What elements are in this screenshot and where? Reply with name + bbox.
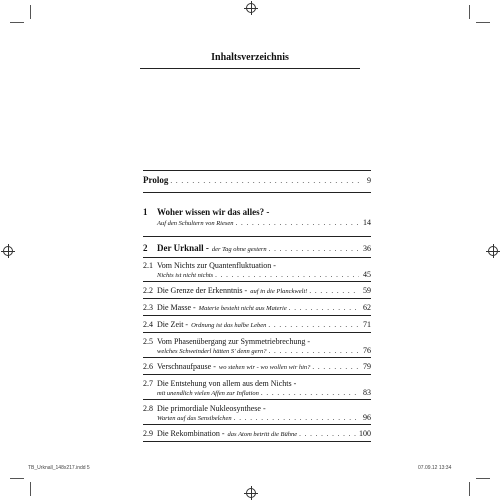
toc-section-number: 2.5: [143, 337, 153, 346]
toc-entry-subtitle: welches Schweinderl hätten S' denn gern?: [157, 348, 267, 355]
toc-entry-title: Die Grenze der Erkenntnis -: [157, 286, 248, 295]
toc-entry-title: Die Rekombination -: [157, 429, 225, 438]
toc-divider: [143, 257, 371, 258]
crop-mark: [30, 482, 31, 496]
toc-divider: [143, 357, 371, 358]
toc-section-2-6[interactable]: [143, 362, 371, 371]
toc-entry-title: Die Entstehung von allem aus dem Nichts -: [157, 379, 297, 388]
toc-page-number: 83: [363, 388, 371, 397]
toc-page-number: 9: [367, 176, 371, 185]
header-divider: [140, 68, 360, 69]
crop-mark: [10, 22, 24, 23]
toc-entry-subtitle: das Atom betritt die Bühne: [227, 431, 298, 438]
toc-divider: [143, 332, 371, 333]
toc-page-number: 59: [363, 286, 371, 295]
toc-entry-subtitle: Auf den Schultern von Riesen: [157, 220, 234, 227]
slug-file: TB_Urknall_148x217.indd 5: [28, 465, 90, 471]
toc-chapter-1[interactable]: [143, 207, 371, 217]
toc-leader-dots: [234, 414, 359, 422]
toc-section-2-4[interactable]: [143, 320, 371, 329]
toc-chapter-1-sub: [143, 218, 371, 227]
toc-leader-dots: [312, 363, 359, 371]
crop-mark: [30, 5, 31, 19]
toc-divider: [143, 399, 371, 400]
toc-chapter-number: 1: [143, 207, 148, 217]
toc-divider: [143, 315, 371, 316]
toc-entry-title: Die primordiale Nukleosynthese -: [157, 404, 266, 413]
slug-date: 07.09.12 13:34: [418, 465, 452, 471]
crop-mark: [469, 482, 470, 496]
toc-page-number: 71: [363, 320, 371, 329]
toc-section-2-8[interactable]: [143, 404, 371, 413]
toc-leader-dots: [268, 321, 359, 329]
toc-page-number: 36: [363, 244, 371, 253]
toc-section-number: 2.6: [143, 362, 153, 371]
toc-section-2-7-sub: [143, 388, 371, 397]
toc-divider: [143, 236, 371, 237]
crop-mark: [476, 478, 490, 479]
toc-section-number: 2.7: [143, 379, 153, 388]
registration-mark-top-icon: [246, 3, 256, 13]
toc-entry-title: Vom Phasenübergang zur Symmetriebrechung -: [157, 337, 311, 346]
toc-page-number: 14: [363, 218, 371, 227]
toc-section-2-5[interactable]: [143, 337, 371, 346]
toc-entry-title: Vom Nichts zur Quantenfluktuation -: [157, 261, 276, 270]
toc-leader-dots: [170, 177, 359, 185]
toc-section-2-2[interactable]: [143, 286, 371, 295]
toc-entry-title: Verschnaufpause -: [157, 362, 216, 371]
toc-divider: [143, 374, 371, 375]
toc-page-number: 62: [363, 303, 371, 312]
registration-mark-bottom-icon: [246, 488, 256, 498]
toc-entry-subtitle: Materie besteht nicht aus Materie: [198, 305, 287, 312]
toc-section-2-1[interactable]: [143, 261, 371, 270]
toc-section-number: 2.1: [143, 261, 153, 270]
toc-leader-dots: [289, 304, 359, 312]
crop-mark: [10, 478, 24, 479]
crop-mark: [476, 22, 490, 23]
toc-leader-dots: [261, 389, 359, 397]
toc-divider: [143, 424, 371, 425]
toc-section-2-3[interactable]: [143, 303, 371, 312]
toc-page-number: 100: [359, 429, 371, 438]
toc-section-2-7[interactable]: [143, 379, 371, 388]
toc-leader-dots: [299, 430, 357, 438]
toc-entry-title: Der Urknall -: [157, 243, 209, 253]
page-title: Inhaltsverzeichnis: [211, 52, 289, 63]
toc-entry-subtitle: wo stehen wir - wo wollen wir hin?: [218, 364, 311, 371]
toc-section-2-1-sub: [143, 270, 371, 279]
toc-page-number: 45: [363, 270, 371, 279]
toc-page-number: 79: [363, 362, 371, 371]
toc-divider: [143, 281, 371, 282]
toc-section-number: 2.3: [143, 303, 153, 312]
toc-entry-subtitle: Nichts ist nicht nichts: [157, 272, 214, 279]
toc-entry-subtitle: mit unendlich vielen Affen zur Inflation: [157, 390, 259, 397]
toc-entry-prolog[interactable]: [143, 175, 371, 185]
toc-entry-subtitle: auf in die Planckwelt!: [250, 288, 308, 295]
toc-leader-dots: [269, 347, 359, 355]
toc-section-number: 2.9: [143, 429, 153, 438]
toc-entry-title: Die Masse -: [157, 303, 196, 312]
toc-section-number: 2.4: [143, 320, 153, 329]
toc-chapter-number: 2: [143, 243, 148, 253]
toc-leader-dots: [269, 245, 359, 253]
toc-entry-title: Woher wissen wir das alles? -: [157, 207, 270, 217]
toc-page-number: 96: [363, 413, 371, 422]
registration-mark-left-icon: [3, 246, 13, 256]
toc-chapter-2[interactable]: [143, 243, 371, 253]
toc-section-2-8-sub: [143, 413, 371, 422]
toc-divider: [143, 192, 371, 193]
table-of-contents: [143, 170, 371, 442]
toc-leader-dots: [309, 287, 359, 295]
registration-mark-right-icon: [488, 246, 498, 256]
toc-entry-title: Prolog: [143, 175, 169, 185]
toc-leader-dots: [215, 271, 359, 279]
toc-section-number: 2.2: [143, 286, 153, 295]
toc-entry-subtitle: der Tag ohne gestern: [211, 246, 267, 253]
toc-page-number: 76: [363, 346, 371, 355]
toc-entry-title: Die Zeit -: [157, 320, 189, 329]
toc-section-number: 2.8: [143, 404, 153, 413]
toc-divider: [143, 298, 371, 299]
toc-leader-dots: [236, 219, 359, 227]
crop-mark: [469, 5, 470, 19]
toc-entry-subtitle: Warten auf das Sensibelchen: [157, 415, 232, 422]
toc-divider: [143, 170, 371, 171]
toc-section-2-9[interactable]: [143, 429, 371, 438]
toc-entry-subtitle: Ordnung ist das halbe Leben: [191, 322, 267, 329]
toc-section-2-5-sub: [143, 346, 371, 355]
toc-divider: [143, 441, 371, 442]
